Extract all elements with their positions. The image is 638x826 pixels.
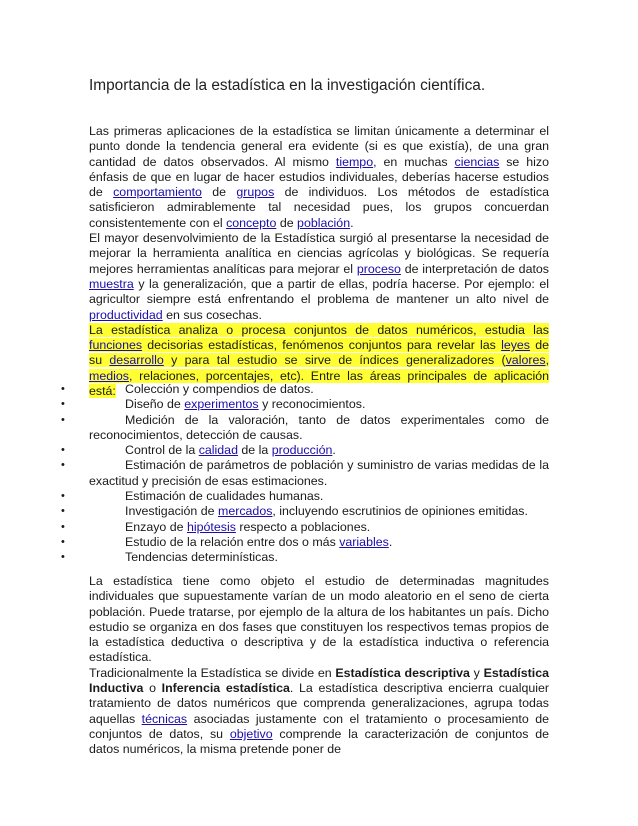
list-item: [61, 504, 549, 519]
text: de individuos. Los métodos de estadística satisficieron admirablemente tal necesidad pues, los grupos concuerdan consistentemente con el: [89, 185, 550, 230]
text: .: [388, 534, 393, 549]
text: comprende la caracterización de conjuntos de datos numéricos, la misma pretende poner de: [89, 726, 549, 757]
list-item: [61, 382, 549, 397]
text: Investigación de: [125, 504, 218, 519]
link-experimentos[interactable]: experimentos: [184, 397, 259, 412]
link-valores[interactable]: valores: [505, 353, 546, 368]
bullet-icon: •: [61, 490, 65, 503]
link-muestra[interactable]: muestra: [89, 276, 134, 291]
text: Estimación de parámetros de población y suministro de varias medidas de la exactitud y precisión de esas estimaciones.: [89, 458, 549, 488]
text: Medición de la valoración, tanto de datos experimentales como de reconocimientos, detección de causas.: [89, 412, 549, 442]
list-item: [61, 443, 549, 458]
list-item: [61, 489, 549, 504]
link-medios[interactable]: medios: [89, 368, 129, 383]
link-tecnicas[interactable]: técnicas: [141, 711, 188, 726]
paragraph-2: [89, 231, 549, 323]
bold-term: Estadística descriptiva: [335, 665, 470, 680]
bullet-icon: •: [61, 551, 65, 564]
paragraph-5: [89, 666, 549, 758]
text: .: [350, 215, 354, 230]
link-produccion[interactable]: producción: [271, 443, 333, 458]
text: Estimación de cualidades humanas.: [125, 489, 324, 504]
link-funciones[interactable]: funciones: [89, 338, 143, 353]
text: Estudio de la relación entre dos o más: [125, 534, 340, 549]
text: , en muchas: [373, 154, 455, 169]
text: de interpretación de datos: [400, 261, 549, 276]
outro-section: [89, 574, 549, 758]
text: de la: [237, 443, 272, 458]
bullet-icon: •: [61, 459, 65, 472]
text: Tradicionalmente la Estadística se divide en: [89, 665, 336, 680]
bullet-icon: •: [61, 398, 65, 411]
text: asociadas justamente con el tratamiento o procesamiento de conjuntos de datos, su: [89, 711, 549, 741]
link-productividad[interactable]: productividad: [89, 307, 163, 322]
text: El mayor desenvolvimiento de la Estadística surgió al presentarse la necesidad de mejorar la herramienta analítica en ciencias agrícolas y biológicas. Se requería mejores herramientas analíticas para mejorar el: [89, 231, 549, 276]
link-proceso[interactable]: proceso: [356, 261, 401, 276]
link-tiempo[interactable]: tiempo: [335, 154, 374, 169]
list-item: [61, 534, 549, 550]
link-concepto[interactable]: concepto: [226, 215, 277, 230]
text: Enzayo de: [125, 519, 187, 534]
text: Tendencias determinísticas.: [125, 550, 278, 565]
link-grupos[interactable]: grupos: [236, 185, 275, 200]
text: , relaciones, porcentajes, etc). Entre las áreas principales de aplicación está:: [89, 368, 549, 399]
link-leyes[interactable]: leyes: [501, 338, 531, 353]
link-desarrollo[interactable]: desarrollo: [109, 353, 164, 368]
text: .: [332, 443, 336, 458]
link-objetivo[interactable]: objetivo: [229, 726, 273, 741]
text: se hizo énfasis de que en lugar de hacer estudios individuales, deberías hacerse estudios de: [89, 154, 549, 200]
text: y la generalización, que a partir de ellas, podría hacerse. Por ejemplo: el agricultor siempre está enfrentando el problema de mantener un alto nivel de: [89, 276, 549, 307]
bullet-icon: •: [61, 444, 65, 457]
bold-term: Estadística Inductiva: [89, 665, 549, 696]
link-mercados[interactable]: mercados: [218, 504, 273, 519]
bullet-icon: •: [61, 505, 65, 518]
text: en sus cosechas.: [162, 307, 262, 322]
link-comportamiento[interactable]: comportamiento: [113, 185, 202, 200]
paragraph-1: [89, 124, 549, 231]
text: Las primeras aplicaciones de la estadística se limitan únicamente a determinar el punto donde la tendencia general era evidente (si es que existía), de una gran cantidad de datos observados. Al mismo: [89, 124, 549, 169]
text: de: [201, 185, 237, 200]
list-item: [61, 458, 549, 489]
link-poblacion[interactable]: población: [297, 215, 351, 230]
text: respecto a poblaciones.: [235, 519, 371, 534]
list-item: [61, 397, 549, 412]
text: Diseño de: [125, 397, 185, 412]
bullet-icon: •: [61, 413, 65, 426]
intro-section: [89, 124, 549, 399]
text: decisorias estadísticas, fenómenos conjuntos para revelar las: [142, 338, 502, 353]
link-hipotesis[interactable]: hipótesis: [187, 519, 236, 534]
text: Control de la: [125, 443, 199, 458]
link-ciencias[interactable]: ciencias: [454, 154, 500, 169]
text: de su: [89, 338, 549, 368]
text: La estadística analiza o procesa conjuntos de datos numéricos, estudia las: [89, 322, 549, 337]
text: y: [469, 665, 484, 680]
list-item: [61, 550, 549, 565]
link-calidad[interactable]: calidad: [198, 443, 238, 458]
bullet-icon: •: [61, 535, 65, 548]
text: . La estadística descriptiva encierra cualquier tratamiento de datos numéricos que comprenda generalizaciones, agrupa todas aquellas: [89, 681, 549, 726]
list-item: [61, 519, 549, 535]
text: ,: [545, 353, 550, 368]
bullet-list: [61, 382, 549, 566]
paragraph-4: La estadística tiene como objeto el estudio de determinadas magnitudes individuales que supuestamente varían de un modo aleatorio en el seno de cierta población. Puede tratarse, por ejemplo de la altura de los habitantes un país. Dicho estudio se organiza en dos fases que constituyen los respectivos temas propios de la estadística deductiva o descriptiva y de la estadística inductiva o referencia estadística.: [89, 574, 549, 665]
text: de: [276, 215, 298, 230]
text: y reconocimientos.: [258, 397, 366, 412]
text: y para tal estudio se sirve de índices generalizadores (: [163, 353, 506, 368]
text: , incluyendo escrutinios de opiniones emitidas.: [272, 504, 528, 519]
text: o: [143, 681, 162, 696]
link-variables[interactable]: variables: [339, 534, 389, 549]
bold-term: Inferencia estadística: [161, 681, 290, 696]
text: Colección y compendios de datos.: [125, 382, 314, 396]
bullet-icon: •: [61, 383, 65, 395]
bullet-icon: •: [61, 520, 65, 533]
list-item: [61, 412, 549, 444]
page-title: Importancia de la estadística en la investigación científica.: [89, 77, 486, 94]
